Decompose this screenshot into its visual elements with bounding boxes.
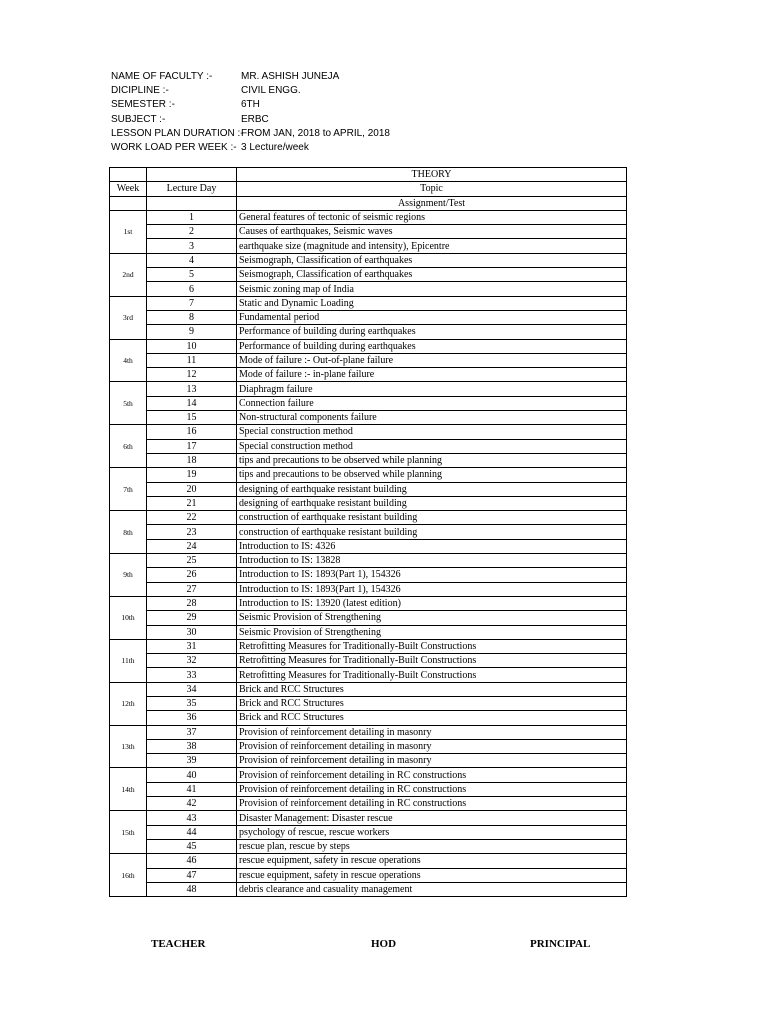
semester-label: SEMESTER :-: [111, 99, 175, 111]
lecture-day-cell: 39: [147, 754, 237, 768]
lecture-day-cell: 17: [147, 439, 237, 453]
topic-cell: rescue plan, rescue by steps: [237, 839, 627, 853]
lecture-day-cell: 13: [147, 382, 237, 396]
assignment-blank-cell: [147, 196, 237, 210]
topic-cell: construction of earthquake resistant building: [237, 525, 627, 539]
lecture-row: [110, 754, 627, 768]
lecture-row: [110, 668, 627, 682]
lecture-row: [110, 768, 627, 782]
topic-cell: Introduction to IS: 13828: [237, 554, 627, 568]
week-cell: 10th: [110, 596, 147, 639]
lecture-row: [110, 582, 627, 596]
week-cell: 8th: [110, 511, 147, 554]
subject-value: ERBC: [241, 113, 269, 125]
lecture-row: [110, 411, 627, 425]
lecture-row: [110, 854, 627, 868]
duration-value: FROM JAN, 2018 to APRIL, 2018: [241, 127, 390, 139]
topic-cell: Provision of reinforcement detailing in RC constructions: [237, 782, 627, 796]
lecture-day-cell: 9: [147, 325, 237, 339]
lecture-row: [110, 439, 627, 453]
principal-signature-label: PRINCIPAL: [530, 938, 591, 950]
lecture-day-cell: 41: [147, 782, 237, 796]
faculty-label: NAME OF FACULTY :-: [111, 71, 213, 82]
topic-cell: Provision of reinforcement detailing in RC constructions: [237, 797, 627, 811]
lecture-day-cell: 10: [147, 339, 237, 353]
lecture-day-column-header: Lecture Day: [147, 182, 237, 196]
lecture-day-cell: 6: [147, 282, 237, 296]
lecture-row: [110, 282, 627, 296]
lecture-row: [110, 525, 627, 539]
topic-cell: rescue equipment, safety in rescue operations: [237, 854, 627, 868]
lecture-row: [110, 325, 627, 339]
topic-cell: Provision of reinforcement detailing in masonry: [237, 739, 627, 753]
lecture-day-cell: 40: [147, 768, 237, 782]
topic-cell: Seismic Provision of Strengthening: [237, 625, 627, 639]
lecture-day-cell: 33: [147, 668, 237, 682]
lesson-plan-table: [109, 167, 627, 897]
lecture-row: [110, 882, 627, 896]
topic-cell: Provision of reinforcement detailing in RC constructions: [237, 768, 627, 782]
lecture-row: [110, 868, 627, 882]
topic-cell: rescue equipment, safety in rescue operations: [237, 868, 627, 882]
hod-signature-label: HOD: [371, 938, 397, 950]
topic-cell: Retrofitting Measures for Traditionally-Built Constructions: [237, 668, 627, 682]
lecture-row: [110, 725, 627, 739]
lecture-day-cell: 16: [147, 425, 237, 439]
lecture-day-cell: 4: [147, 253, 237, 267]
lecture-row: [110, 596, 627, 610]
lecture-row: [110, 539, 627, 553]
theory-title: THEORY: [237, 168, 627, 182]
week-cell: 5th: [110, 382, 147, 425]
theory-blank-cell: [110, 168, 147, 182]
lecture-row: [110, 268, 627, 282]
lecture-day-cell: 45: [147, 839, 237, 853]
lecture-row: [110, 253, 627, 267]
lecture-row: [110, 496, 627, 510]
lecture-row: [110, 210, 627, 224]
topic-cell: General features of tectonic of seismic regions: [237, 210, 627, 224]
topic-cell: psychology of rescue, rescue workers: [237, 825, 627, 839]
week-cell: 2nd: [110, 253, 147, 296]
topic-cell: Retrofitting Measures for Traditionally-Built Constructions: [237, 639, 627, 653]
topic-cell: Special construction method: [237, 439, 627, 453]
lecture-row: [110, 739, 627, 753]
lecture-row: [110, 482, 627, 496]
lecture-day-cell: 26: [147, 568, 237, 582]
week-cell: 3rd: [110, 296, 147, 339]
lecture-day-cell: 25: [147, 554, 237, 568]
lecture-day-cell: 30: [147, 625, 237, 639]
lecture-row: [110, 711, 627, 725]
lecture-day-cell: 47: [147, 868, 237, 882]
lecture-day-cell: 18: [147, 453, 237, 467]
lecture-row: [110, 782, 627, 796]
topic-cell: Introduction to IS: 1893(Part 1), 154326: [237, 582, 627, 596]
lecture-row: [110, 797, 627, 811]
lecture-row: [110, 225, 627, 239]
lecture-day-cell: 46: [147, 854, 237, 868]
theory-blank-cell: [147, 168, 237, 182]
lecture-row: [110, 239, 627, 253]
lecture-day-cell: 28: [147, 596, 237, 610]
lecture-row: [110, 353, 627, 367]
lecture-day-cell: 38: [147, 739, 237, 753]
semester-value: 6TH: [241, 99, 260, 111]
lecture-day-cell: 1: [147, 210, 237, 224]
week-cell: 15th: [110, 811, 147, 854]
week-cell: 16th: [110, 854, 147, 897]
topic-cell: designing of earthquake resistant building: [237, 496, 627, 510]
week-cell: 14th: [110, 768, 147, 811]
topic-cell: Disaster Management: Disaster rescue: [237, 811, 627, 825]
topic-cell: construction of earthquake resistant building: [237, 511, 627, 525]
lecture-day-cell: 8: [147, 310, 237, 324]
lecture-row: [110, 453, 627, 467]
lecture-row: [110, 339, 627, 353]
duration-label: LESSON PLAN DURATION :-: [111, 127, 244, 139]
discipline-value: CIVIL ENGG.: [241, 85, 301, 97]
workload-value: 3 Lecture/week: [241, 141, 309, 153]
topic-column-header: Topic: [237, 182, 627, 196]
topic-cell: Performance of building during earthquakes: [237, 325, 627, 339]
topic-cell: Brick and RCC Structures: [237, 696, 627, 710]
lecture-row: [110, 696, 627, 710]
lecture-day-cell: 14: [147, 396, 237, 410]
lecture-day-cell: 48: [147, 882, 237, 896]
topic-cell: Provision of reinforcement detailing in masonry: [237, 725, 627, 739]
topic-cell: Brick and RCC Structures: [237, 711, 627, 725]
topic-cell: Non-structural components failure: [237, 411, 627, 425]
lecture-day-cell: 44: [147, 825, 237, 839]
topic-cell: Retrofitting Measures for Traditionally-Built Constructions: [237, 654, 627, 668]
assignment-blank-cell: [110, 196, 147, 210]
lecture-row: [110, 625, 627, 639]
lecture-row: [110, 511, 627, 525]
topic-cell: Introduction to IS: 13920 (latest edition): [237, 596, 627, 610]
topic-cell: Mode of failure :- Out-of-plane failure: [237, 353, 627, 367]
lecture-day-cell: 34: [147, 682, 237, 696]
topic-cell: debris clearance and casuality management: [237, 882, 627, 896]
lecture-row: [110, 382, 627, 396]
lecture-day-cell: 22: [147, 511, 237, 525]
week-cell: 6th: [110, 425, 147, 468]
column-header-row: [110, 182, 627, 196]
lecture-row: [110, 468, 627, 482]
lecture-day-cell: 5: [147, 268, 237, 282]
lecture-day-cell: 29: [147, 611, 237, 625]
topic-cell: Seismograph, Classification of earthquakes: [237, 253, 627, 267]
week-cell: 11th: [110, 639, 147, 682]
lecture-day-cell: 15: [147, 411, 237, 425]
topic-cell: Introduction to IS: 1893(Part 1), 154326: [237, 568, 627, 582]
topic-cell: Static and Dynamic Loading: [237, 296, 627, 310]
lecture-day-cell: 42: [147, 797, 237, 811]
lecture-row: [110, 839, 627, 853]
lecture-day-cell: 24: [147, 539, 237, 553]
lecture-day-cell: 37: [147, 725, 237, 739]
lecture-row: [110, 396, 627, 410]
topic-cell: Connection failure: [237, 396, 627, 410]
topic-cell: Seismic zoning map of India: [237, 282, 627, 296]
assignment-column-header: Assignment/Test: [237, 196, 627, 210]
theory-header-row: [110, 168, 627, 182]
lecture-row: [110, 825, 627, 839]
lecture-day-cell: 21: [147, 496, 237, 510]
lecture-row: [110, 682, 627, 696]
lecture-row: [110, 425, 627, 439]
topic-cell: Provision of reinforcement detailing in masonry: [237, 754, 627, 768]
workload-label: WORK LOAD PER WEEK :-: [111, 141, 237, 153]
topic-cell: Seismograph, Classification of earthquakes: [237, 268, 627, 282]
lecture-day-cell: 11: [147, 353, 237, 367]
lecture-row: [110, 639, 627, 653]
week-cell: 12th: [110, 682, 147, 725]
topic-cell: Causes of earthquakes, Seismic waves: [237, 225, 627, 239]
subject-label: SUBJECT :-: [111, 113, 166, 125]
lecture-day-cell: 2: [147, 225, 237, 239]
lecture-day-cell: 35: [147, 696, 237, 710]
topic-cell: tips and precautions to be observed while planning: [237, 453, 627, 467]
topic-cell: Performance of building during earthquakes: [237, 339, 627, 353]
assignment-header-row: [110, 196, 627, 210]
week-cell: 7th: [110, 468, 147, 511]
week-cell: 1st: [110, 210, 147, 253]
week-cell: 13th: [110, 725, 147, 768]
lecture-row: [110, 811, 627, 825]
topic-cell: Seismic Provision of Strengthening: [237, 611, 627, 625]
lecture-row: [110, 554, 627, 568]
lecture-day-cell: 32: [147, 654, 237, 668]
lecture-day-cell: 3: [147, 239, 237, 253]
lecture-day-cell: 23: [147, 525, 237, 539]
lecture-row: [110, 296, 627, 310]
teacher-signature-label: TEACHER: [151, 938, 206, 950]
topic-cell: Fundamental period: [237, 310, 627, 324]
lecture-day-cell: 27: [147, 582, 237, 596]
topic-cell: Brick and RCC Structures: [237, 682, 627, 696]
lecture-day-cell: 36: [147, 711, 237, 725]
topic-cell: earthquake size (magnitude and intensity), Epicentre: [237, 239, 627, 253]
faculty-value: MR. ASHISH JUNEJA: [241, 71, 340, 82]
lecture-day-cell: 12: [147, 368, 237, 382]
week-cell: 4th: [110, 339, 147, 382]
topic-cell: tips and precautions to be observed while planning: [237, 468, 627, 482]
discipline-label: DICIPLINE :-: [111, 85, 169, 97]
week-column-header: Week: [110, 182, 147, 196]
topic-cell: Special construction method: [237, 425, 627, 439]
lecture-day-cell: 43: [147, 811, 237, 825]
week-cell: 9th: [110, 554, 147, 597]
lecture-day-cell: 20: [147, 482, 237, 496]
topic-cell: Introduction to IS: 4326: [237, 539, 627, 553]
topic-cell: Mode of failure :- in-plane failure: [237, 368, 627, 382]
lecture-row: [110, 611, 627, 625]
topic-cell: designing of earthquake resistant building: [237, 482, 627, 496]
lecture-day-cell: 19: [147, 468, 237, 482]
lecture-row: [110, 310, 627, 324]
lecture-day-cell: 7: [147, 296, 237, 310]
lecture-row: [110, 368, 627, 382]
lecture-row: [110, 568, 627, 582]
lecture-day-cell: 31: [147, 639, 237, 653]
topic-cell: Diaphragm failure: [237, 382, 627, 396]
lecture-row: [110, 654, 627, 668]
